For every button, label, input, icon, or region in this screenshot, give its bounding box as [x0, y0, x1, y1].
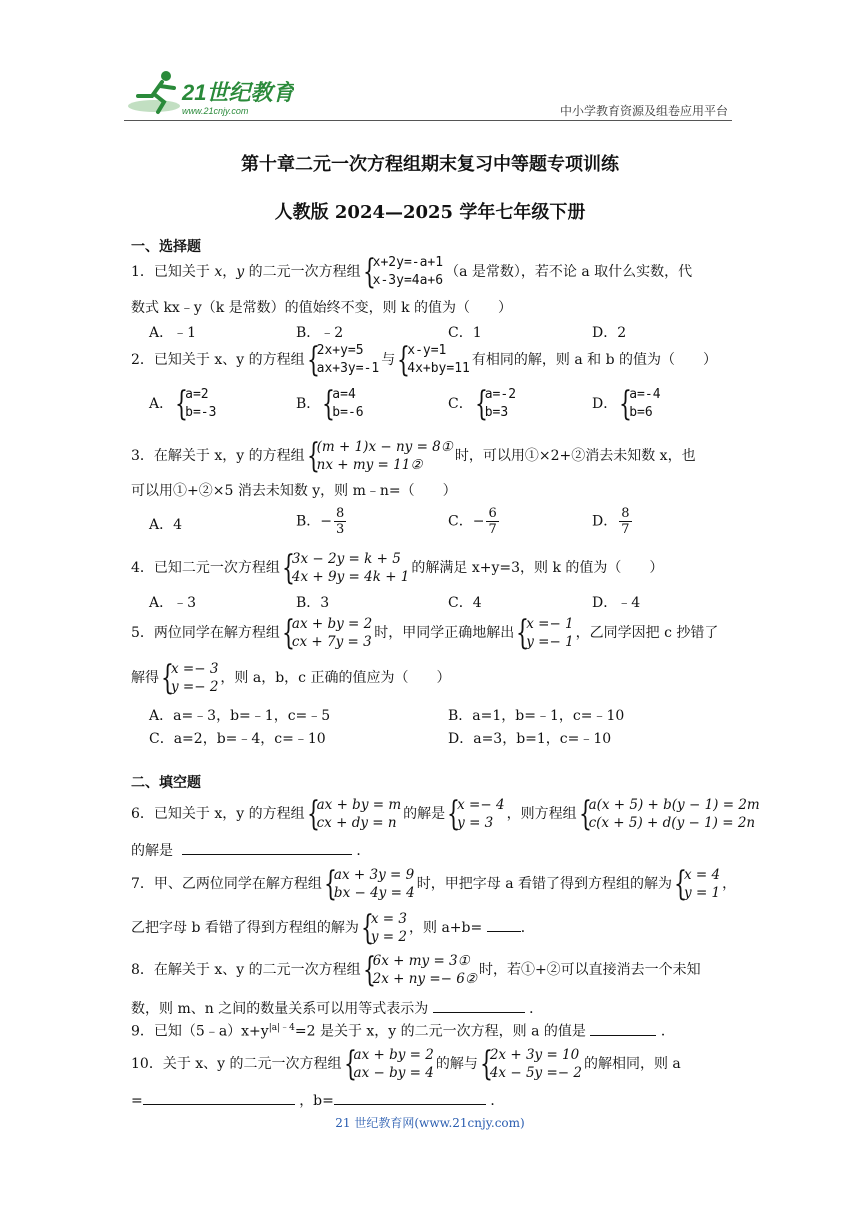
option-c: C．4: [448, 595, 482, 611]
question-3: 3．在解关于 x，y 的方程组 { (m + 1)x − ny = 8① nx + my = 11② 时，可以用①×2+②消去未知数 x，也: [131, 436, 696, 476]
answer-blank[interactable]: [590, 1035, 656, 1036]
section-heading-choice: 一、选择题: [131, 239, 201, 255]
question-1-line2: 数式 kx﹣y（k 是常数）的值始终不变，则 k 的值为（ ）: [131, 300, 513, 316]
question-7-line2: 乙把字母 b 看错了得到方程组的解为 { x = 3 y = 2 ，则 a+b= ．: [131, 908, 535, 948]
option-a: A． { a=2 b=-3: [149, 384, 217, 424]
option-c: C．a=2，b=﹣4，c=﹣10: [149, 731, 326, 747]
question-10: 10．关于 x、y 的二元一次方程组 { ax + by = 2 ax − by = 4 的解与 { 2x + 3y = 10 4x − 5y =− 2 的解相同，则 a: [131, 1044, 681, 1084]
header-right-text: 中小学教育资源及组卷应用平台: [559, 104, 728, 118]
question-8: 8．在解关于 x、y 的二元一次方程组 { 6x + my = 3① 2x + ny =− 6② 时，若①+②可以直接消去一个未知: [131, 950, 701, 990]
site-logo: [124, 66, 294, 122]
answer-blank[interactable]: [487, 931, 521, 932]
option-c: C．1: [448, 325, 482, 341]
answer-blank-a[interactable]: [143, 1104, 295, 1105]
question-8-line2: 数，则 m、n 之间的数量关系可以用等式表示为 ．: [131, 1001, 544, 1017]
question-5-line2: 解得 { x =− 3 y =− 2 ，则 a，b，c 正确的值应为（ ）: [131, 658, 451, 698]
option-b: B．3: [296, 595, 330, 611]
logo-text: 21世纪教育: [182, 80, 294, 105]
answer-blank[interactable]: [182, 854, 352, 855]
footer-text: 21 世纪教育网(www.21cnjy.com): [335, 1116, 525, 1130]
option-c: C．− $\frac{6}{7}$: [448, 506, 497, 537]
option-a: A．4: [149, 517, 183, 533]
option-a: A．﹣1: [149, 325, 197, 341]
option-d: D．a=3，b=1，c=﹣10: [448, 731, 612, 747]
option-a: A．﹣3: [149, 595, 197, 611]
option-d: D． $\frac{8}{7}$: [592, 506, 630, 537]
question-6: 6．已知关于 x，y 的方程组 { ax + by = m cx + dy = n 的解是 { x =− 4 y = 3 ，则方程组 { a(x + 5) + b(y − 1) = 2m c(x + 5) + d(y − 1) = 2n: [131, 794, 760, 834]
question-2: 2．已知关于 x、y 的方程组 { 2x+y=5 ax+3y=-1 与 { x-y=1 4x+by=11 有相同的解，则 a 和 b 的值为（ ）: [131, 340, 717, 380]
equation-system: { x+2y=-a+1 x-3y=4a+6: [362, 252, 444, 292]
question-4: 4．已知二元一次方程组 { 3x − 2y = k + 5 4x + 9y = 4k + 1 的解满足 x+y=3，则 k 的值为（ ）: [131, 548, 664, 588]
page-title: 第十章二元一次方程组期末复习中等题专项训练: [241, 154, 619, 175]
logo-url: www.21cnjy.com: [182, 106, 249, 116]
option-a: A．a=﹣3，b=﹣1，c=﹣5: [149, 708, 331, 724]
question-6-line2: 的解是 ．: [131, 843, 371, 859]
option-b: B．a=1，b=﹣1，c=﹣10: [448, 708, 625, 724]
section-heading-fill: 二、填空题: [131, 775, 201, 791]
page-subtitle: 人教版 2024—2025 学年七年级下册: [274, 202, 586, 223]
question-9: 9．已知$(5﹣a)x+y^{|a|﹣4}=2$ 是关于 x，y 的二元一次方程，则 a 的值是 ．: [131, 1023, 675, 1040]
option-b: B．﹣2: [296, 325, 344, 341]
answer-blank[interactable]: [433, 1012, 525, 1013]
option-d: D． { a=-4 b=6: [592, 384, 661, 424]
option-b: B． { a=4 b=-6: [296, 384, 364, 424]
question-10-line2: = ，b= ．: [131, 1093, 505, 1109]
header-divider: [124, 120, 732, 121]
option-b: B．− $\frac{8}{3}$: [296, 506, 345, 537]
question-1: 1．已知关于 x，y 的二元一次方程组 { x+2y=-a+1 x-3y=4a+6 （a 是常数），若不论 a 取什么实数，代: [131, 252, 693, 292]
runner-logo-icon: [124, 66, 294, 122]
question-7: 7．甲、乙两位同学在解方程组 { ax + 3y = 9 bx − 4y = 4 时，甲把字母 a 看错了得到方程组的解为 { x = 4 y = 1 ，: [131, 864, 737, 904]
option-c: C． { a=-2 b=3: [448, 384, 517, 424]
option-d: D．﹣4: [592, 595, 641, 611]
answer-blank-b[interactable]: [334, 1104, 486, 1105]
question-3-line2: 可以用①+②×5 消去未知数 y，则 m﹣n=（ ）: [131, 483, 457, 499]
option-d: D．2: [592, 325, 627, 341]
question-5: 5．两位同学在解方程组 { ax + by = 2 cx + 7y = 3 时，甲同学正确地解出 { x =− 1 y =− 1 ，乙同学因把 c 抄错了: [131, 613, 719, 653]
